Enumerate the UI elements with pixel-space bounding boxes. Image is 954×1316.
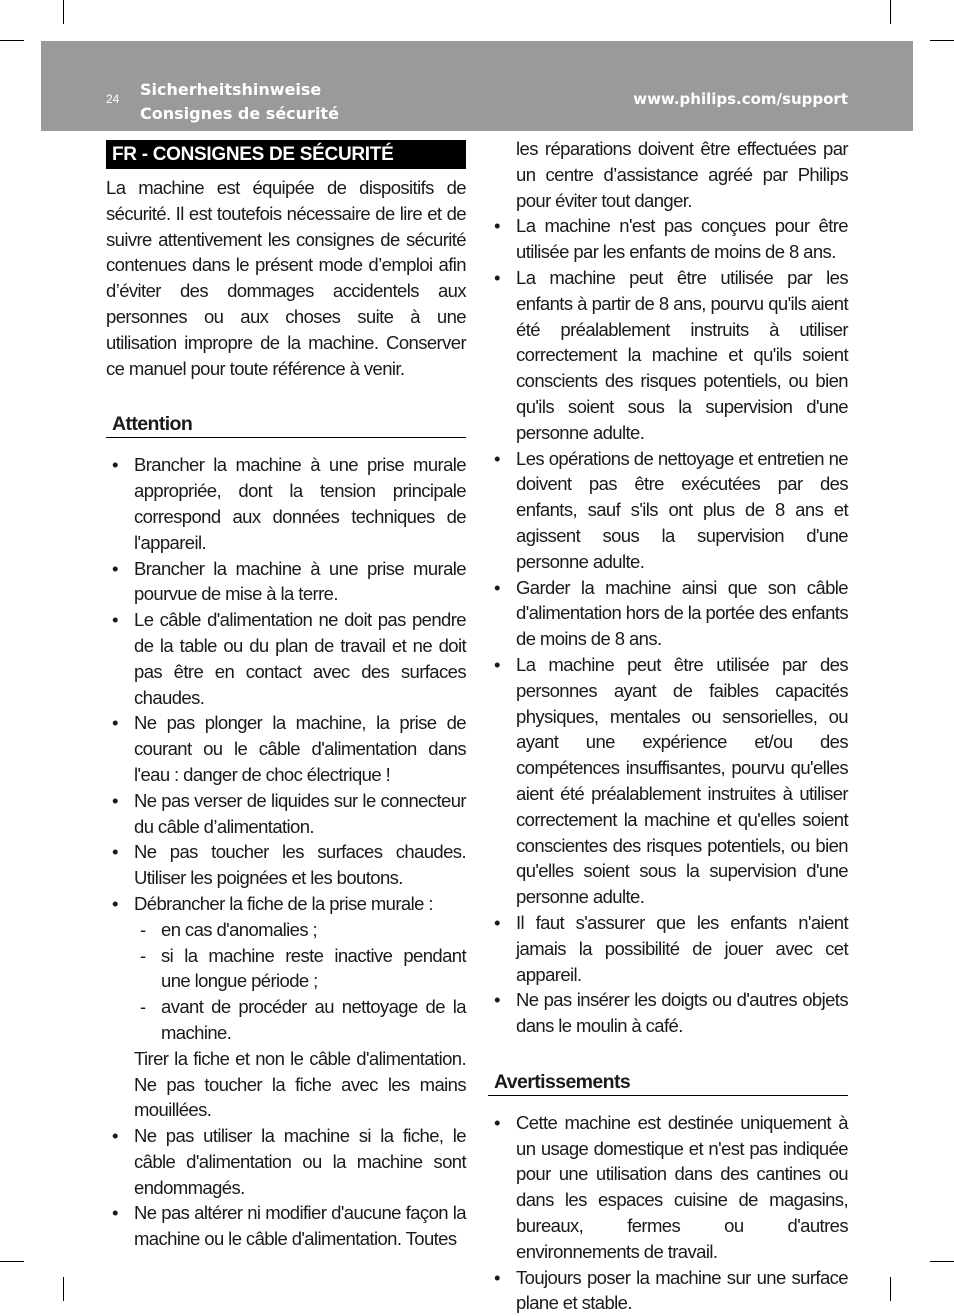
attention-list-continued: [488, 213, 848, 1039]
list-item: • Garder la machine ainsi que son câble d'alimentation hors de la portée des enfants de moins de 8 ans.: [488, 575, 848, 652]
sub-list-item: - en cas d'anomalies ;: [134, 917, 466, 943]
list-item: • Le câble d'alimentation ne doit pas pendre de la table ou du plan de travail et ne doit pas être en contact avec des surfaces chaudes.: [106, 607, 466, 710]
list-item: • Ne pas altérer ni modifier d'aucune façon la machine ou le câble d'alimentation. Toutes: [106, 1200, 466, 1252]
intro-paragraph: La machine est équipée de dispositifs de sécurité. Il est toutefois nécessaire de lire et de suivre attentivement les consignes de sécurité contenues dans le présent mode d’emploi afin d’éviter des dommages accidentels aux personnes ou aux choses suite à une utilisation impropre de la machine. Conserver ce manuel pour toute référence à venir.: [106, 177, 466, 379]
section-banner: FR - CONSIGNES DE SÉCURITÉ: [106, 140, 466, 169]
header-title-fr: Consignes de sécurité: [140, 104, 339, 123]
crop-mark: [930, 40, 954, 41]
header-title-de: Sicherheitshinweise: [140, 80, 322, 99]
list-item: • Ne pas plonger la machine, la prise de courant ou le câble d'alimentation dans l'eau : danger de choc électrique !: [106, 710, 466, 787]
list-item: • Brancher la machine à une prise murale appropriée, dont la tension principale correspond aux données techniques de l'appareil.: [106, 452, 466, 555]
attention-heading: Attention: [106, 411, 466, 438]
list-item-continuation: les réparations doivent être effectuées par un centre d’assistance agréé par Philips pour éviter tout danger.: [516, 138, 848, 211]
list-item-unplug: [106, 891, 466, 1123]
crop-mark: [890, 1277, 891, 1301]
list-item: • Ne pas verser de liquides sur le connecteur du câble d’alimentation.: [106, 788, 466, 840]
list-item: • La machine peut être utilisée par des personnes ayant de faibles capacités physiques, mentales ou sensorielles, ou ayant une expérience et/ou des compétences insuffisantes, pourvu qu'elles aient été préalablement instruites à utiliser correctement la machine et qu'elles soient conscientes des risques potentiels, ou bien qu'elles soient sous la supervision d'une personne adulte.: [488, 652, 848, 910]
list-item: • Ne pas insérer les doigts ou d'autres objets dans le moulin à café.: [488, 987, 848, 1039]
crop-mark: [930, 1261, 954, 1262]
list-item: • Ne pas utiliser la machine si la fiche, le câble d'alimentation ou la machine sont endommagés.: [106, 1123, 466, 1200]
avertissements-heading: Avertissements: [488, 1069, 848, 1096]
crop-mark: [0, 1261, 24, 1262]
header-url: www.philips.com/support: [633, 90, 848, 108]
left-column: [106, 140, 466, 1252]
sub-list-item: - si la machine reste inactive pendant une longue période ;: [134, 943, 466, 995]
right-column: [488, 136, 848, 1316]
sub-list-item: - avant de procéder au nettoyage de la machine.: [134, 994, 466, 1046]
list-item-text: Débrancher la fiche de la prise murale :: [134, 892, 433, 914]
crop-mark: [890, 0, 891, 24]
crop-mark: [63, 1277, 64, 1301]
list-item: • La machine peut être utilisée par les enfants à partir de 8 ans, pourvu qu'ils aient été préalablement instruits à utiliser correctement la machine et qu'ils soient conscients des risques potentiels, ou bien qu'ils soient sous la supervision d'une personne adulte.: [488, 265, 848, 446]
crop-mark: [0, 40, 24, 41]
crop-mark: [63, 0, 64, 24]
attention-list: [106, 452, 466, 1252]
list-item: • Cette machine est destinée uniquement à un usage domestique et n'est pas indiquée pour une utilisation dans des cantines ou dans les espaces cuisine de magasins, bureaux, fermes ou d'autres environnements de travail.: [488, 1110, 848, 1265]
plug-note: Tirer la fiche et non le câble d'alimentation. Ne pas toucher la fiche avec les mains mouillées.: [134, 1047, 466, 1121]
list-item: • La machine n'est pas conçues pour être utilisée par les enfants de moins de 8 ans.: [488, 213, 848, 265]
list-item: • Les opérations de nettoyage et entretien ne doivent pas être exécutées par des enfants, sauf s'ils ont plus de 8 ans et agissent sous la supervision d'une personne adulte.: [488, 446, 848, 575]
list-item: • Il faut s'assurer que les enfants n'aient jamais la possibilité de jouer avec cet appareil.: [488, 910, 848, 987]
list-item: • Toujours poser la machine sur une surface plane et stable.: [488, 1265, 848, 1316]
page-number: 24: [106, 92, 120, 106]
list-item: • Brancher la machine à une prise murale pourvue de mise à la terre.: [106, 556, 466, 608]
unplug-sub-list: [134, 917, 466, 1046]
avertissements-list: [488, 1110, 848, 1316]
list-item: • Ne pas toucher les surfaces chaudes. Utiliser les poignées et les boutons.: [106, 839, 466, 891]
